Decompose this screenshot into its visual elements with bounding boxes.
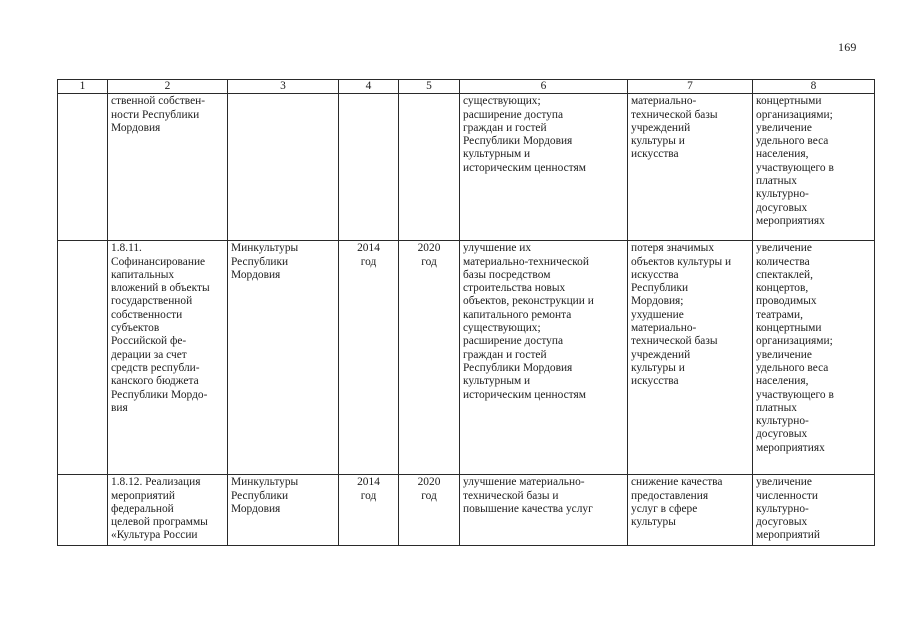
cell-start: 2014 год [339,475,399,546]
cell-end: 2020 год [399,241,460,475]
cell-executor: Минкультуры Республики Мордовия [228,475,339,546]
cell-indicators: увеличение численности культурно- досуговых мероприятий [753,475,875,546]
cell-end: 2020 год [399,475,460,546]
cell-executor [228,94,339,241]
column-header-5: 5 [399,80,460,94]
measures-table [57,79,875,546]
cell-executor: Минкультуры Республики Мордовия [228,241,339,475]
cell-indicators: увеличение количества спектаклей, концертов, проводимых театрами, концертными организациями; увеличение удельного веса населения, участвующего в платных культурно- досуговых мероприятиях [753,241,875,475]
cell-number [58,94,108,241]
column-header-7: 7 [628,80,753,94]
header-row [58,80,875,94]
cell-result: улучшение материально- технической базы и повышение качества услуг [460,475,628,546]
cell-consequences: материально- технической базы учреждений культуры и искусства [628,94,753,241]
cell-result: существующих; расширение доступа граждан и гостей Республики Мордовия культурным и историческим ценностям [460,94,628,241]
cell-start [339,94,399,241]
column-header-2: 2 [108,80,228,94]
column-header-8: 8 [753,80,875,94]
cell-end [399,94,460,241]
cell-measure: ственной собствен- ности Республики Мордовия [108,94,228,241]
column-header-3: 3 [228,80,339,94]
cell-consequences: снижение качества предоставления услуг в сфере культуры [628,475,753,546]
cell-measure: 1.8.12. Реализация мероприятий федеральной целевой программы «Культура России [108,475,228,546]
table-row [58,475,875,546]
cell-measure: 1.8.11. Софинансирование капитальных вложений в объекты государственной собственности субъектов Российской фе- дерации за счет средств республи- канского бюджета Республики Мордо- вия [108,241,228,475]
page-number: 169 [838,40,857,54]
cell-consequences: потеря значимых объектов культуры и искусства Республики Мордовия; ухудшение материально- технической базы учреждений культуры и искусства [628,241,753,475]
cell-indicators: концертными организациями; увеличение удельного веса населения, участвующего в платных культурно- досуговых мероприятиях [753,94,875,241]
column-header-1: 1 [58,80,108,94]
cell-number [58,475,108,546]
cell-number [58,241,108,475]
column-header-6: 6 [460,80,628,94]
column-header-4: 4 [339,80,399,94]
cell-start: 2014 год [339,241,399,475]
table-row [58,241,875,475]
cell-result: улучшение их материально-технической базы посредством строительства новых объектов, реконструкции и капитального ремонта существующих; расширение доступа граждан и гостей Республики Мордовия культурным и историческим ценностям [460,241,628,475]
table-row [58,94,875,241]
